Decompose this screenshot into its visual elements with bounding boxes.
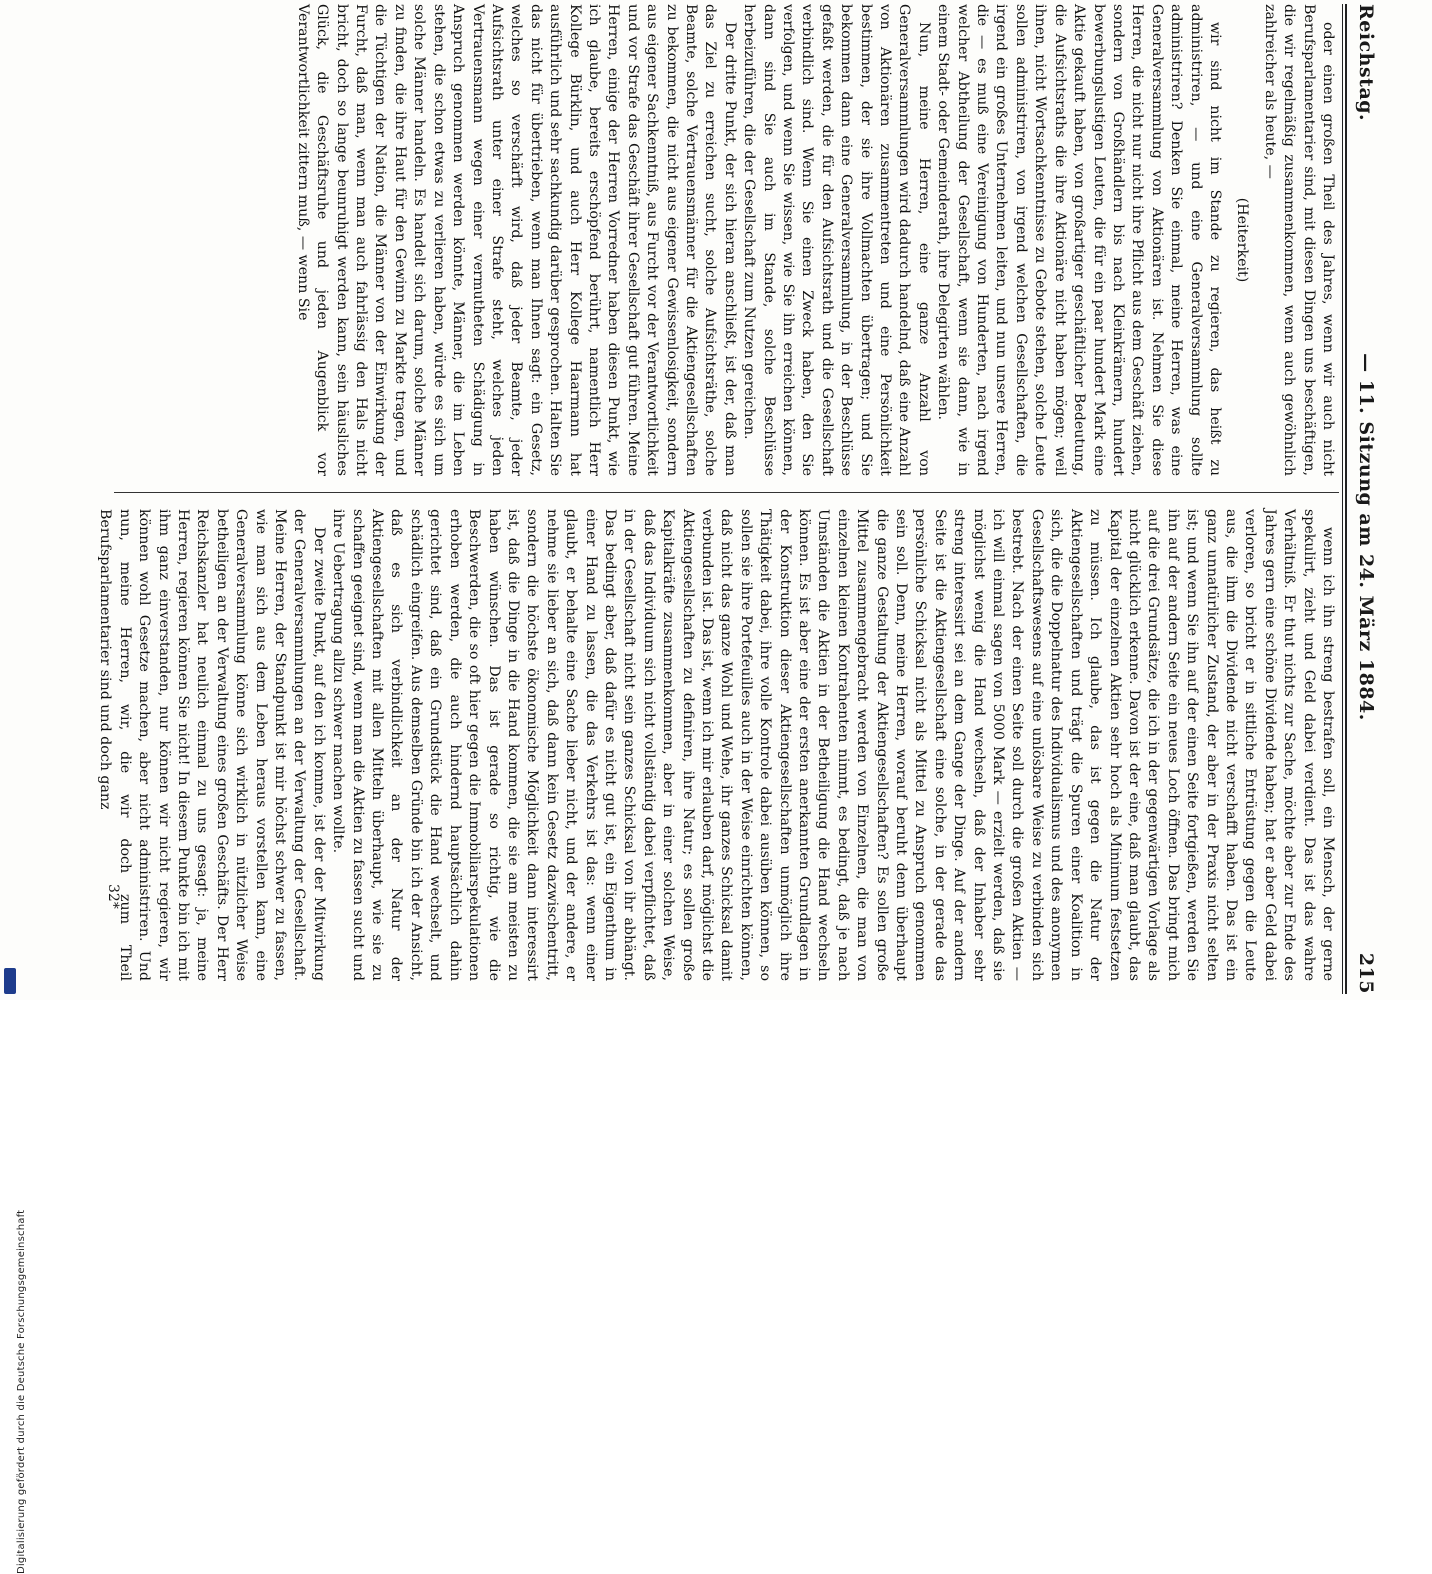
rotated-newspaper-page [93,4,1383,994]
signature-mark: 32* [105,884,121,909]
digitization-note: Digitalisierung gefördert durch die Deutsche Forschungsgemeinschaft [16,1209,27,1574]
header-left: Reichstag. [1355,4,1377,122]
text-column-right [97,509,1337,981]
page-header [1349,4,1383,994]
column-divider [114,492,1339,493]
paragraph: wir sind nicht im Stande zu regieren, das heißt zu administriren, — und eine Generalversammlung sollte administriren? Denken Sie einmal, meine Herren, was eine Generalversammlung von Aktionären ist. Nehmen Sie diese Herren, die nicht nur nicht ihre Pflicht aus dem Geschäft ziehen, sondern von Großhändlern bis nach Kleinkrämern, hundert bewerbungslustigen Leuten, die für ein paar hundert Mark eine Aktie gekauft haben, von großartiger geschäftlicher Bedeutung, die Aufsichtsraths die ihre Aktionäre nicht haben mögen; weil ihnen, nicht Wortsachkenntnisse zu Gebote stehen, solche Leute sollen administriren, von irgend welchen Gesellschaften, die irgend ein großes Unternehmen leiten, und nun unsere Herren, die — es muß eine Vereinigung von Hunderten, nach irgend welcher Abtheilung der Gesellschaft, wenn sie dann, wie in einem Stadt- oder Gemeinderath, ihre Delegirten wählen. [935,4,1223,476]
paragraph: Der zweite Punkt, auf den ich komme, ist der der Mitwirkung der Generalversammlungen an der Verwaltung der Gesellschaft. Meine Herren, der Standpunkt ist mir höchst schwer zu fassen, wie man sich aus dem Leben heraus vorstellen kann, eine Generalversammlung könne sich wirklich in nützlicher Weise betheiligen an der Verwaltung eines großen Geschäfts. Der Herr Reichskanzler hat neulich einmal zu uns gesagt: ja, meine Herren, regieren können Sie nicht! In diesem Punkte bin ich mit ihm ganz einverstanden, nur können wir nicht regieren, wir können wohl Gesetze machen, aber nicht administriren. Und nun, meine Herren, wir, die wir doch zum Theil Berufsparlamentarier sind und doch ganz [97,509,327,981]
digitization-strip [0,578,27,1574]
header-center: — 11. Sitzung am 24. März 1884. [1355,353,1377,721]
paragraph: Der dritte Punkt, der sich hieran anschließt, ist der, daß man das Ziel zu erreichen sucht, solche Aufsichtsräthe, solche Beamte, solche Vertrauensmänner für die Aktiengesellschaften zu bekommen, die nicht aus eigener Gewissenlosigkeit, sondern aus eigener Sachkenntniß, aus Furcht vor der Verantwortlichkeit und vor Strafe das Geschäft ihrer Gesellschaft gut führen. Meine Herren, einige der Herren Vorredner haben diesen Punkt, wie ich glaube, bereits erschöpfend berührt, namentlich Herr Kollege Bürklin, und auch Herr Kollege Haarmann hat ausführlich und sehr sachkundig darüber gesprochen. Halten Sie das nicht für übertrieben, wenn man Ihnen sagt: ein Gesetz, welches so verschärft wird, daß jeder Beamte, jeder Aufsichtsrath unter einer Strafe steht, welches jeden Vertrauensmann wegen einer vermutheten Schädigung in Anspruch genommen werden könnte, Männer, die im Leben stehen, die schon etwas zu verlieren haben, würde es sich um solche Männer handeln. Es handelt sich darum, solche Männer zu finden, die ihre Haut für den Gewinn zu Markte tragen, und die Tüchtigen der Nation, die Männer von der Einwirkung der Furcht, daß man, wenn man auch fahrlässig den Hals nicht bricht, doch so lange beunruhigt werden kann, sein häusliches Glück, die Geschäftsruhe und jeden Augenblick vor Verantwortlichkeit zittern muß, — wenn Sie [294,4,738,476]
paragraph: oder einen großen Theil des Jahres, wenn wir auch nicht Berufsparlamentarier sind, mit diesen Dingen uns beschäftigen, die wir regelmäßig zusammenkommen, wenn auch gewöhnlich zahlreicher als heute, — [1261,4,1336,476]
interjection: (Heiterkeit) [1234,197,1251,283]
paragraph: Nun, meine Herren, eine ganze Anzahl von Generalversammlungen wird dadurch handelnd, daß eine Anzahl von Aktionären zusammentreten und eine Persönlichkeit bestimmen, der sie ihre Vollmachten übertragen; und Sie bekommen dann eine Generalversammlung, in der Beschlüsse gefaßt werden, die für den Aufsichtsrath und die Gesellschaft verbindlich sind. Wenn Sie einen Zweck haben, den Sie verfolgen, und wenn Sie wissen, wie Sie ihn erreichen können, dann sind Sie auch im Stande, solche Beschlüsse herbeizuführen, die der Gesellschaft zum Nutzen gereichen. [741,4,932,476]
paragraph: wenn ich ihn streng bestrafen soll, ein Mensch, der gerne spekulirt, zieht und Geld dabei verdient. Das ist das wahre Verhältniß. Er thut nichts zur Sache, möchte aber zur Ende des Jahres gern eine schöne Dividende haben; hat er aber Geld dabei verloren, so bricht er in sittliche Entrüstung gegen die Leute aus, die ihm die Dividende nicht verschafft haben. Das ist ein ganz unnatürlicher Zustand, der aber in der Praxis nicht selten ist; und wenn Sie ihn auf der einen Seite fortgießen, werden Sie ihn auf der andern Seite ein neues Loch öffnen. Das bringt mich auf die drei Grundsätze, die ich in der gegenwärtigen Vorlage als nicht glücklich erkenne. Davon ist der eine, daß man glaubt, das Kapital der einzelnen Aktien sehr hoch als Minimum festsetzen zu müssen. Ich glaube, das ist gegen die Natur der Aktiengesellschaften und trägt die Spuren einer Koalition in sich, die die Doppelnatur des Individualismus und des anonymen Gesellschaftswesens auf eine unlösbare Weise zu verbinden sich bestrebt. Nach der einen Seite soll durch die großen Aktien — ich will einmal sagen von 5000 Mark — erzielt werden, daß sie möglichst wenig die Hand wechseln, daß der Inhaber sehr streng interessirt sei an dem Gange der Dinge. Auf der andern Seite ist die Aktiengesellschaft eine solche, in der gerade das persönliche Schicksal nicht als Mittel zu Anspruch genommen sein soll. Denn, meine Herren, worauf beruht denn überhaupt die ganze Gestaltung der Aktiengesellschaften? Es sollen große Mittel zusammengebracht werden von Einzelnen, die man von einzelnen kleinen Kontrahenten nimmt, es bedingt, daß je nach Umständen die Aktien in der Betheiligung die Hand wechseln können. Es ist aber eine der ersten anerkannten Grundlagen in der Konstruktion dieser Aktiengesellschaften unmöglich ihre Thätigkeit dabei, ihre volle Kontrole dabei ausüben können, so sollen sie ihre Portefeuilles auch in der Weise einrichten können, daß nicht das ganze Wohl und Wehe, ihr ganzes Schicksal damit verbunden ist. Das ist, wenn ich mir erlauben darf, möglichst die Aktiengesellschaften zu definiren, ihre Natur; es sollen große Kapitalkräfte zusammenkommen, aber in einer solchen Weise, daß das Individuum sich nicht vollständig dabei verpflichtet, daß in der Gesellschaft nicht sein ganzes Schicksal von ihr abhängt. Das bedingt aber, daß dafür es nicht gut ist, ein Eigenthum in einer Hand zu lassen, die das Verkehrs ist das: wenn einer glaubt, er behalte eine Sache lieber nicht, und der andere, er nehme sie lieber an sich, daß dann kein Gesetz dazwischentritt, sondern die höchste ökonomische Möglichkeit dann interessirt ist, daß die Dinge in die Hand kommen, die sie am meisten zu haben wünschen. Das ist gerade so richtig, wie die Beschwerden, die so oft hier gegen die Immobiliarspekulationen erhoben werden, die auch hindernd hauptsächlich dahin gerichtet sind, daß ein Grundstück die Hand wechselt, und schädlich eingreifen. Aus demselben Gründe bin ich der Ansicht, daß es sich verbindlichkeit an der Natur der Aktiengesellschaften mit allen Mitteln überhaupt, wie sie zu schaffen geeignet sind, wenn man die Aktien zu fassen sucht und ihre Uebertragung allzu schwer machen wollte. [330,509,1336,981]
dfg-logo-icon [4,968,16,994]
page-number: 215 [1355,952,1377,994]
text-column-left [112,4,1337,476]
header-rule [1342,4,1347,994]
